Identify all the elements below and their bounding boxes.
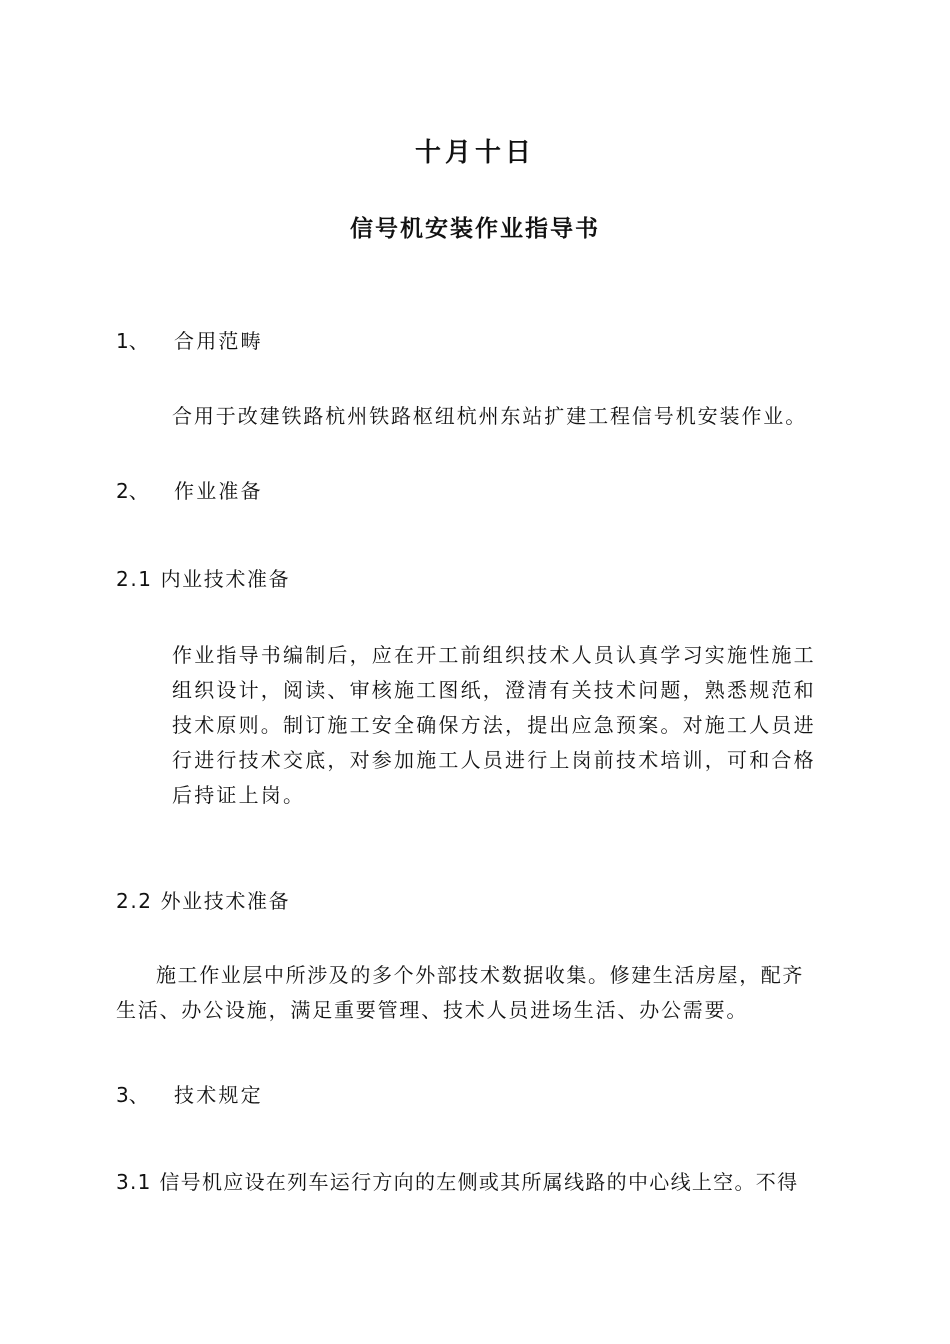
document-title: 信号机安装作业指导书 xyxy=(350,216,600,242)
section-1-heading xyxy=(116,325,263,354)
paragraph-line: 行进行技术交底，对参加施工人员进行上岗前技术培训，可和合格 xyxy=(172,748,816,772)
section-title: 作业准备 xyxy=(174,479,263,503)
section-title: 合用范畴 xyxy=(174,329,263,353)
subsection-2-2-heading: 2.2 外业技术准备 xyxy=(116,889,291,913)
subsection-2-2-body xyxy=(116,958,804,1028)
document-date: 十月十日 xyxy=(414,138,535,168)
section-number: 3、 xyxy=(116,1083,149,1107)
paragraph-line: 技术原则。制订施工安全确保方法，提出应急预案。对施工人员进 xyxy=(172,713,816,737)
subsection-2-1-heading: 2.1 内业技术准备 xyxy=(116,567,291,591)
subsection-3-1-text: 3.1 信号机应设在列车运行方向的左侧或其所属线路的中心线上空。不得 xyxy=(116,1170,799,1194)
section-number: 1、 xyxy=(116,329,149,353)
section-1-body: 合用于改建铁路杭州铁路枢纽杭州东站扩建工程信号机安装作业。 xyxy=(172,404,808,428)
paragraph-line: 作业指导书编制后，应在开工前组织技术人员认真学习实施性施工 xyxy=(172,643,816,667)
section-title: 技术规定 xyxy=(174,1083,263,1107)
section-2-heading xyxy=(116,475,263,504)
paragraph-line: 施工作业层中所涉及的多个外部技术数据收集。修建生活房屋，配齐 xyxy=(156,963,804,987)
section-3-heading xyxy=(116,1079,263,1108)
paragraph-line: 生活、办公设施，满足重要管理、技术人员进场生活、办公需要。 xyxy=(116,998,749,1022)
paragraph-line: 组织设计，阅读、审核施工图纸，澄清有关技术问题，熟悉规范和 xyxy=(172,678,816,702)
paragraph-line: 后持证上岗。 xyxy=(172,783,306,807)
section-number: 2、 xyxy=(116,479,149,503)
subsection-2-1-body xyxy=(172,638,816,813)
